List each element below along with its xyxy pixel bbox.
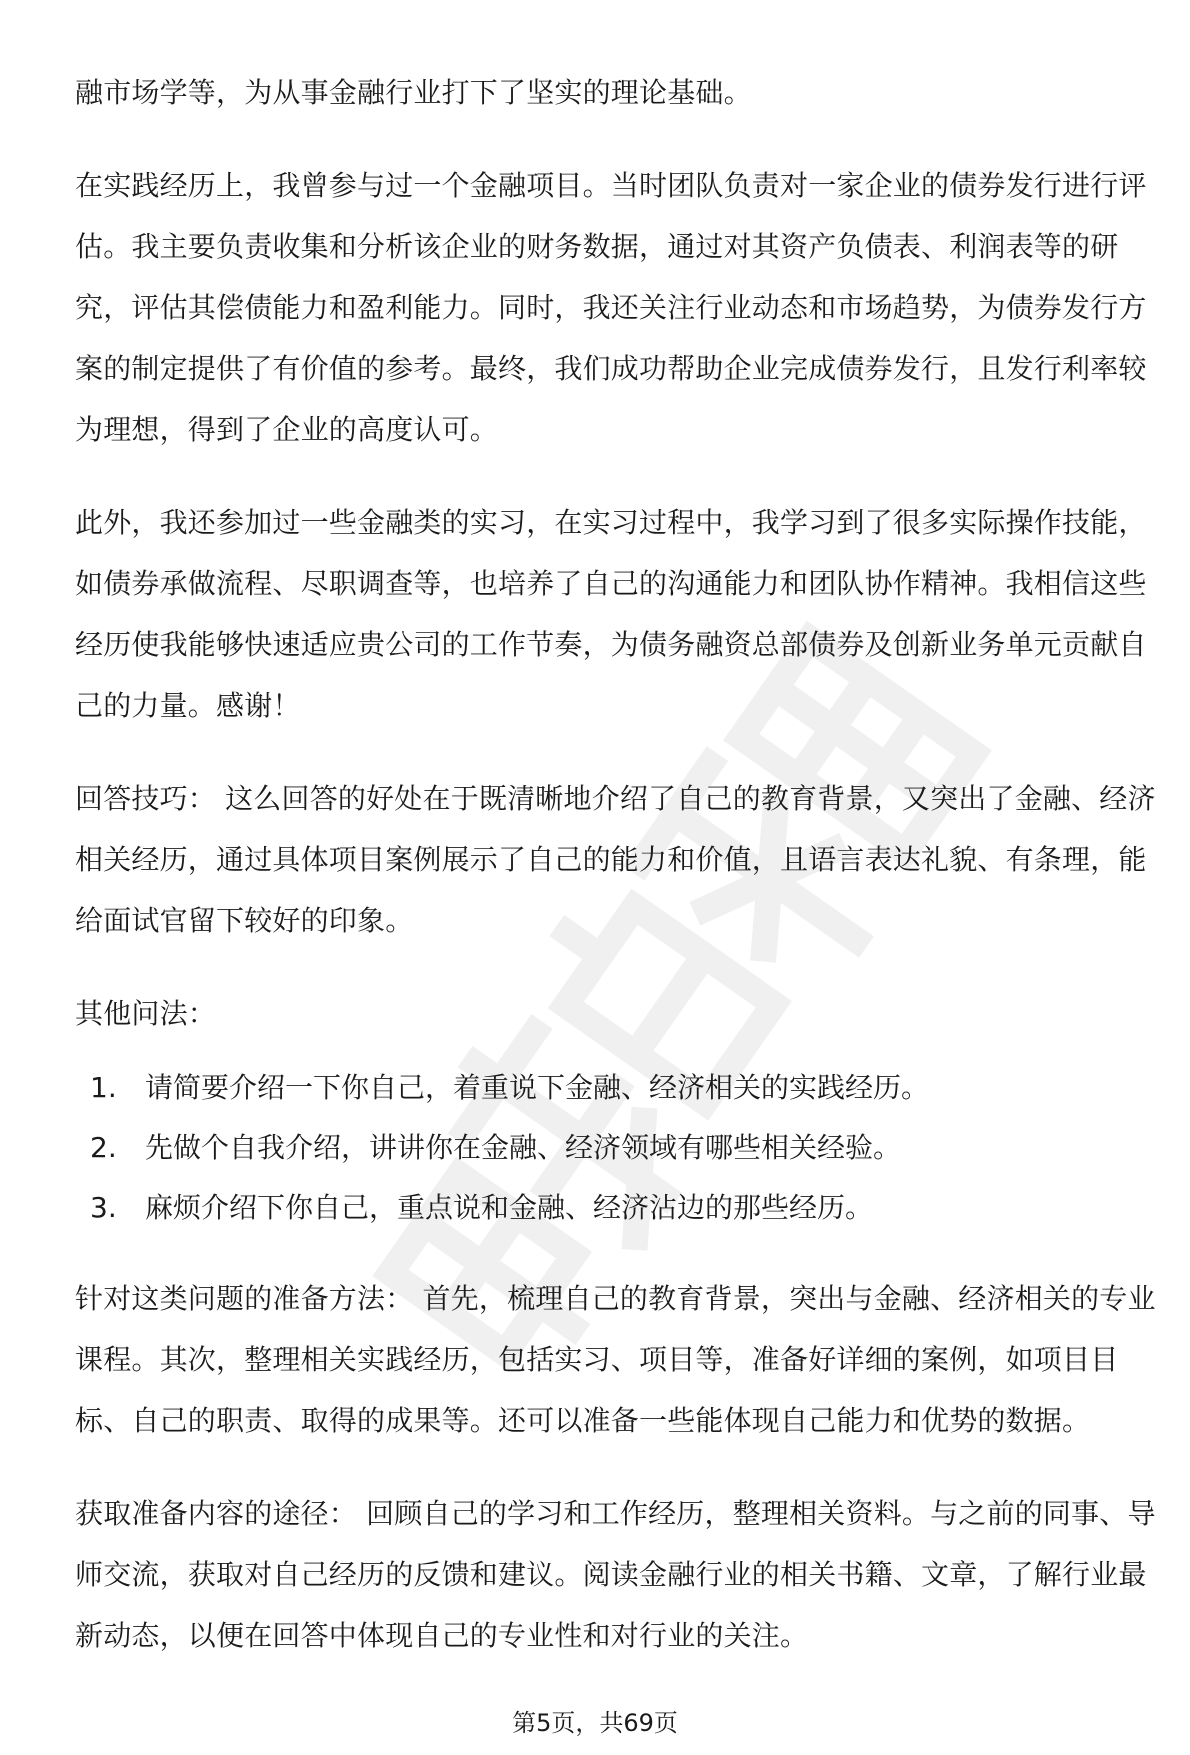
list-item (75, 1118, 1165, 1178)
other-questions-list (75, 1058, 1165, 1238)
paragraph-internship: 此外，我还参加过一些金融类的实习，在实习过程中，我学习到了很多实际操作技能，如债券承做流程、尽职调查等，也培养了自己的沟通能力和团队协作精神。我相信这些经历使我能够快速适应贵公司的工作节奏，为债务融资总部债券及创新业务单元贡献自己的力量。感谢！ (75, 506, 1147, 722)
paragraph-answer-tips: 回答技巧： 这么回答的好处在于既清晰地介绍了自己的教育背景，又突出了金融、经济相关经历，通过具体项目案例展示了自己的能力和价值，且语言表达礼貌、有条理，能给面试官留下较好的印象。 (75, 782, 1156, 937)
list-item (75, 1058, 1165, 1118)
list-item-text: 请简要介绍一下你自己，着重说下金融、经济相关的实践经历。 (145, 1071, 930, 1104)
list-item-number: 1. (90, 1071, 117, 1104)
paragraph-education-continued: 融市场学等，为从事金融行业打下了坚实的理论基础。 (75, 76, 752, 109)
paragraph-preparation-method: 针对这类问题的准备方法： 首先，梳理自己的教育背景，突出与金融、经济相关的专业课程。其次，整理相关实践经历，包括实习、项目等，准备好详细的案例，如项目目标、自己的职责、取得的成果等。还可以准备一些能体现自己能力和优势的数据。 (75, 1282, 1156, 1437)
list-item-text: 麻烦介绍下你自己，重点说和金融、经济沾边的那些经历。 (145, 1191, 874, 1224)
list-item-number: 3. (90, 1191, 117, 1224)
list-item-text: 先做个自我介绍，讲讲你在金融、经济领域有哪些相关经验。 (145, 1131, 902, 1164)
page-number-footer: 第5页，共69页 (512, 1709, 678, 1737)
paragraph-preparation-sources: 获取准备内容的途径： 回顾自己的学习和工作经历，整理相关资料。与之前的同事、导师交流，获取对自己经历的反馈和建议。阅读金融行业的相关书籍、文章，了解行业最新动态，以便在回答中体现自己的专业性和对行业的关注。 (75, 1497, 1156, 1652)
paragraph-practice-experience: 在实践经历上，我曾参与过一个金融项目。当时团队负责对一家企业的债券发行进行评估。我主要负责收集和分析该企业的财务数据，通过对其资产负债表、利润表等的研究，评估其偿债能力和盈利能力。同时，我还关注行业动态和市场趋势，为债券发行方案的制定提供了有价值的参考。最终，我们成功帮助企业完成债券发行，且发行利率较为理想，得到了企业的高度认可。 (75, 169, 1147, 446)
document-body (75, 62, 1165, 1698)
heading-other-questions: 其他问法： (75, 997, 217, 1030)
list-item-number: 2. (90, 1131, 117, 1164)
list-item (75, 1178, 1165, 1238)
